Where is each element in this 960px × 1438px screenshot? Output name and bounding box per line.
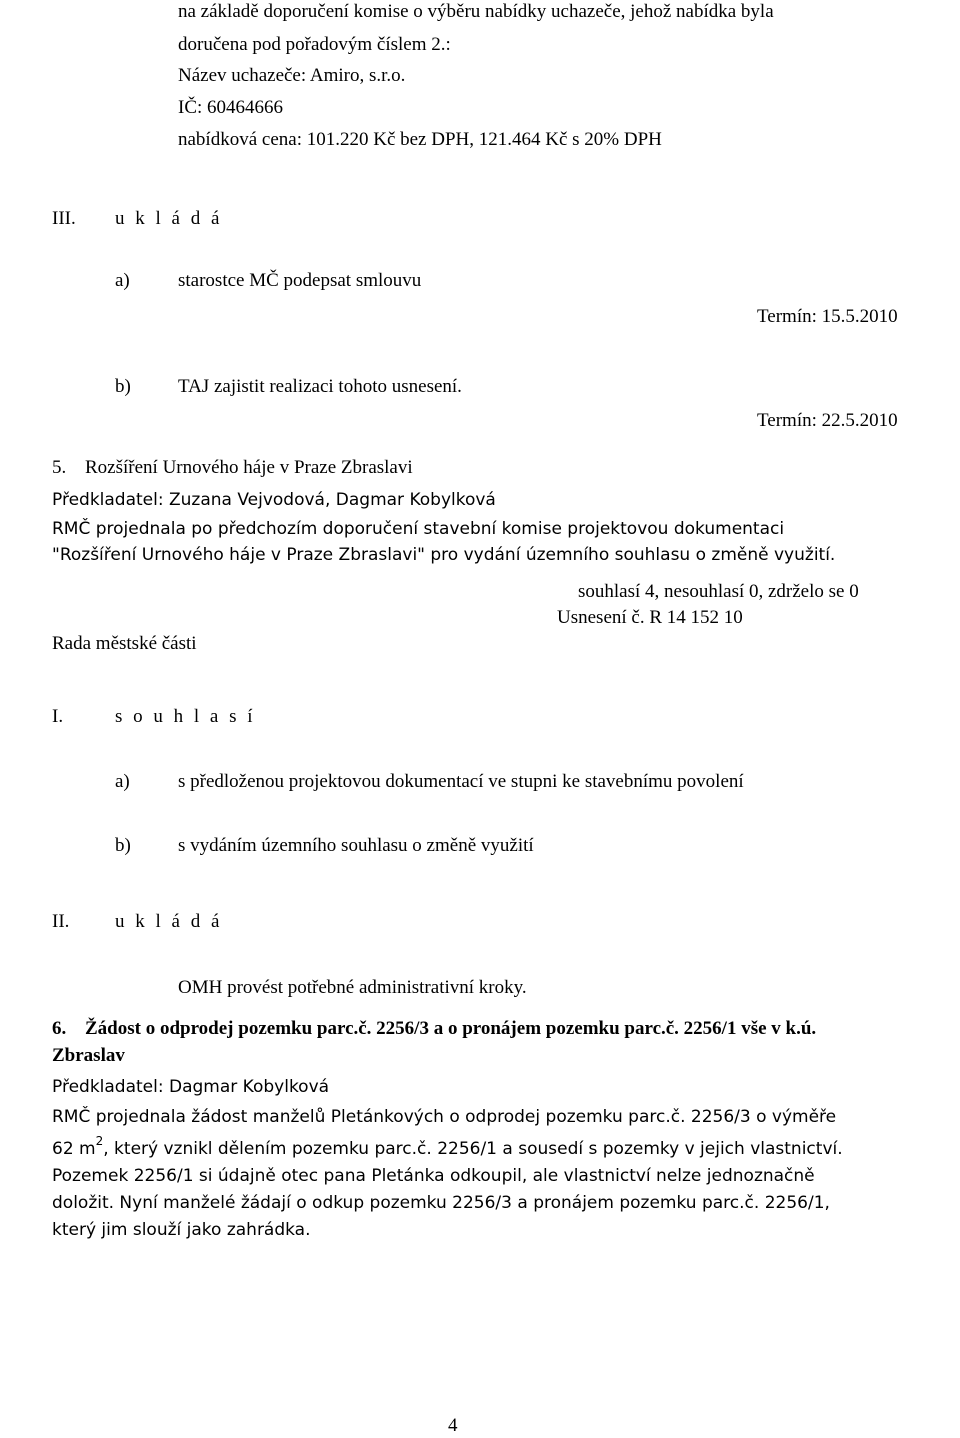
item-6-title-continued: Zbraslav [52,1045,125,1066]
approval-a-text: s předloženou projektovou dokumentací ve stupni ke stavebnímu povolení [178,771,744,792]
task-a-deadline: Termín: 15.5.2010 [757,306,898,327]
intro-line-2: doručena pod pořadovým číslem 2.: [178,34,451,55]
vote-result: souhlasí 4, nesouhlasí 0, zdrželo se 0 [578,581,859,602]
item-6-body-line-2-rest: , který vznikl dělením pozemku parc.č. 2256/1 a sousedí s pozemky v jejich vlastnictví. [103,1139,843,1159]
approval-b-text: s vydáním územního souhlasu o změně využití [178,835,534,856]
bidder-id: IČ: 60464666 [178,97,284,118]
approval-b-letter: b) [115,835,131,856]
item-5-title: Rozšíření Urnového háje v Praze Zbraslavi [85,457,413,478]
item-5-section-2-verb: u k l á d á [115,911,223,932]
item-6-body-line-4: doložit. Nyní manželé žádají o odkup pozemku 2256/3 a pronájem pozemku parc.č. 2256/1, [52,1193,830,1213]
item-5-submitters: Předkladatel: Zuzana Vejvodová, Dagmar Kobylková [52,490,496,510]
item-6-body-line-1: RMČ projednala žádost manželů Pletánkových o odprodej pozemku parc.č. 2256/3 o výměře [52,1107,837,1127]
item-5-section-2-number: II. [52,911,70,932]
section-3-verb: u k l á d á [115,208,223,229]
bid-price: nabídková cena: 101.220 Kč bez DPH, 121.464 Kč s 20% DPH [178,129,662,150]
item-5-body-line-1: RMČ projednala po předchozím doporučení stavební komise projektovou dokumentaci [52,519,785,539]
item-5-number: 5. [52,457,67,478]
area-unit-exponent: 2 [95,1134,104,1149]
intro-line-1: na základě doporučení komise o výběru nabídky uchazeče, jehož nabídka byla [178,1,774,22]
item-6-body-line-2 [52,1134,843,1161]
task-a-text: starostce MČ podepsat smlouvu [178,270,422,291]
resolution-number: Usnesení č. R 14 152 10 [557,607,743,628]
page-number: 4 [448,1415,458,1436]
item-5-section-1-verb: s o u h l a s í [115,706,256,727]
item-6-number: 6. [52,1018,67,1039]
task-b-deadline: Termín: 22.5.2010 [757,410,898,431]
item-6-body-line-3: Pozemek 2256/1 si údajně otec pana Pletánka odkoupil, ale vlastnictví nelze jednoznačně [52,1166,815,1186]
council-name: Rada městské části [52,633,197,654]
area-value: 62 m [52,1139,96,1159]
item-5-body-line-2: "Rozšíření Urnového háje v Praze Zbraslavi" pro vydání územního souhlasu o změně využití. [52,545,836,565]
item-6-body-line-5: který jim slouží jako zahrádka. [52,1220,311,1240]
item-5-task-text: OMH provést potřebné administrativní kroky. [178,977,527,998]
item-6-submitter: Předkladatel: Dagmar Kobylková [52,1077,330,1097]
task-b-letter: b) [115,376,131,397]
item-5-section-1-number: I. [52,706,64,727]
bidder-name: Název uchazeče: Amiro, s.r.o. [178,65,406,86]
approval-a-letter: a) [115,771,130,792]
section-3-number: III. [52,208,76,229]
task-b-text: TAJ zajistit realizaci tohoto usnesení. [178,376,462,397]
item-6-title: Žádost o odprodej pozemku parc.č. 2256/3 a o pronájem pozemku parc.č. 2256/1 vše v k.ú. [85,1018,817,1039]
task-a-letter: a) [115,270,130,291]
